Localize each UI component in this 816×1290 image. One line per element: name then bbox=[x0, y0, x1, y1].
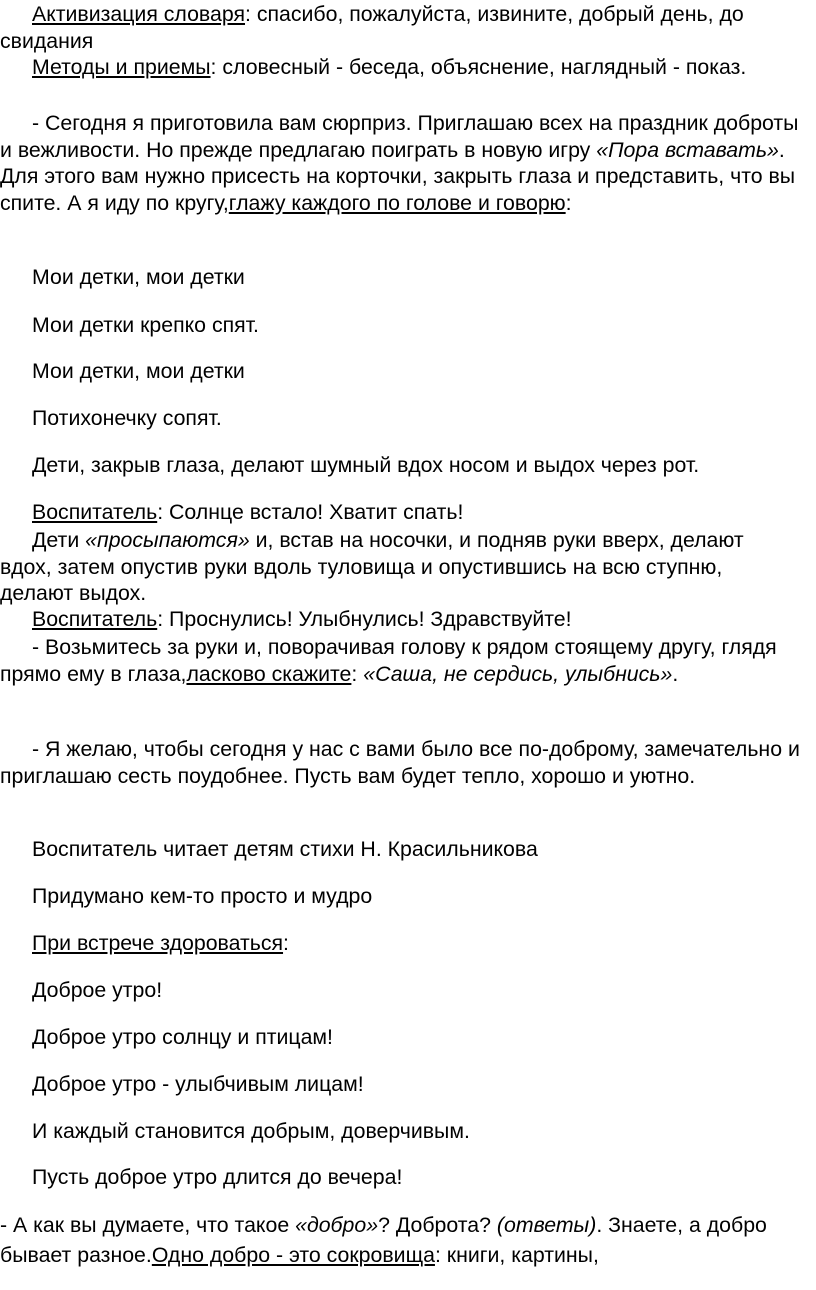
kindness-text-a: - А как вы думаете, что такое bbox=[0, 1213, 296, 1237]
paragraph-hold-hands bbox=[0, 634, 800, 687]
poem1-line: Мои детки, мои детки bbox=[32, 265, 245, 289]
hold-hands-colon: : bbox=[351, 661, 364, 686]
paragraph-vocabulary bbox=[0, 1, 800, 54]
kindness-italic-word: «добро» bbox=[295, 1213, 379, 1237]
kindness-text-c: . Знаете, а добро бывает разное. bbox=[0, 1213, 767, 1267]
poem1-line: Мои детки крепко спят. bbox=[32, 313, 259, 337]
paragraph-teacher-sun bbox=[0, 499, 800, 526]
poem2-line: Придумано кем-то просто и мудро bbox=[32, 884, 373, 908]
methods-label: Методы и приемы bbox=[32, 55, 211, 79]
teacher-label: Воспитатель bbox=[32, 607, 158, 631]
poem1-line: Мои детки, мои детки bbox=[32, 359, 245, 383]
kindness-text-b: ? Доброта? bbox=[378, 1213, 497, 1237]
paragraph-teacher-hello bbox=[0, 606, 800, 633]
poem-intro: Воспитатель читает детям стихи Н. Красильникова bbox=[32, 837, 538, 861]
poem2-line: Доброе утро солнцу и птицам! bbox=[32, 1025, 333, 1049]
kindness-italic-answers: (ответы) bbox=[496, 1213, 597, 1237]
teacher-hello-text: : Проснулись! Улыбнулись! Здравствуйте! bbox=[157, 607, 572, 631]
greet-underlined: При встрече здороваться bbox=[32, 931, 284, 955]
vocabulary-label: Активизация словаря bbox=[32, 2, 245, 26]
surprise-underlined: глажу каждого по голове и говорю bbox=[228, 190, 566, 215]
paragraph-kindness bbox=[0, 1210, 800, 1270]
kindness-text-d: : книги, картины, bbox=[434, 1243, 599, 1267]
methods-text: : словесный - беседа, объяснение, наглядный - показ. bbox=[210, 55, 747, 79]
poem2-line: Доброе утро! bbox=[32, 978, 163, 1002]
hold-hands-period: . bbox=[672, 661, 679, 686]
surprise-colon: : bbox=[565, 190, 572, 215]
children-text-a: Дети bbox=[32, 528, 86, 552]
teacher-sun-text: : Солнце встало! Хватит спать! bbox=[157, 500, 464, 524]
game-title: «Пора вставать» bbox=[596, 137, 779, 162]
children-italic: «просыпаются» bbox=[85, 528, 250, 552]
action-breathing: Дети, закрыв глаза, делают шумный вдох носом и выдох через рот. bbox=[32, 453, 700, 477]
poem1-line: Потихонечку сопят. bbox=[32, 406, 222, 430]
poem2-line: Доброе утро - улыбчивым лицам! bbox=[32, 1072, 364, 1096]
hold-hands-text-a: - Возьмитесь за руки и, поворачивая голову к рядом стоящему другу, глядя прямо ему в глаза, bbox=[0, 635, 777, 686]
greet-colon: : bbox=[283, 931, 289, 955]
poem2-line: Пусть доброе утро длится до вечера! bbox=[32, 1165, 403, 1189]
poem2-greet-line bbox=[32, 930, 289, 957]
hold-hands-underlined: ласково скажите bbox=[186, 661, 352, 686]
kindness-underlined: Одно добро - это сокровища bbox=[151, 1243, 435, 1267]
children-text-b: и, встав на носочки, и подняв руки вверх, делают вдох, затем опустив руки вдоль туловища и опустившись на всю ступню, делают выдох. bbox=[0, 528, 744, 605]
teacher-label: Воспитатель bbox=[32, 500, 158, 524]
paragraph-methods bbox=[0, 54, 800, 81]
vocabulary-text: : спасибо, пожалуйста, извините, добрый день, до свидания bbox=[0, 2, 744, 53]
paragraph-surprise bbox=[0, 110, 800, 216]
paragraph-children-wake bbox=[0, 527, 800, 607]
surprise-text-a: - Сегодня я приготовила вам сюрприз. Приглашаю всех на праздник доброты и вежливости. Но прежде предлагаю поиграть в новую игру bbox=[0, 111, 799, 162]
poem2-line: И каждый становится добрым, доверчивым. bbox=[32, 1119, 470, 1143]
hold-hands-italic: «Саша, не сердись, улыбнись» bbox=[363, 661, 673, 686]
surprise-text-b: . Для этого вам нужно присесть на корточки, закрыть глаза и представить, что вы спите. А я иду по кругу, bbox=[0, 137, 796, 215]
paragraph-wish: - Я желаю, чтобы сегодня у нас с вами было все по-доброму, замечательно и приглашаю сесть поудобнее. Пусть вам будет тепло, хорошо и уютно. bbox=[0, 737, 800, 788]
